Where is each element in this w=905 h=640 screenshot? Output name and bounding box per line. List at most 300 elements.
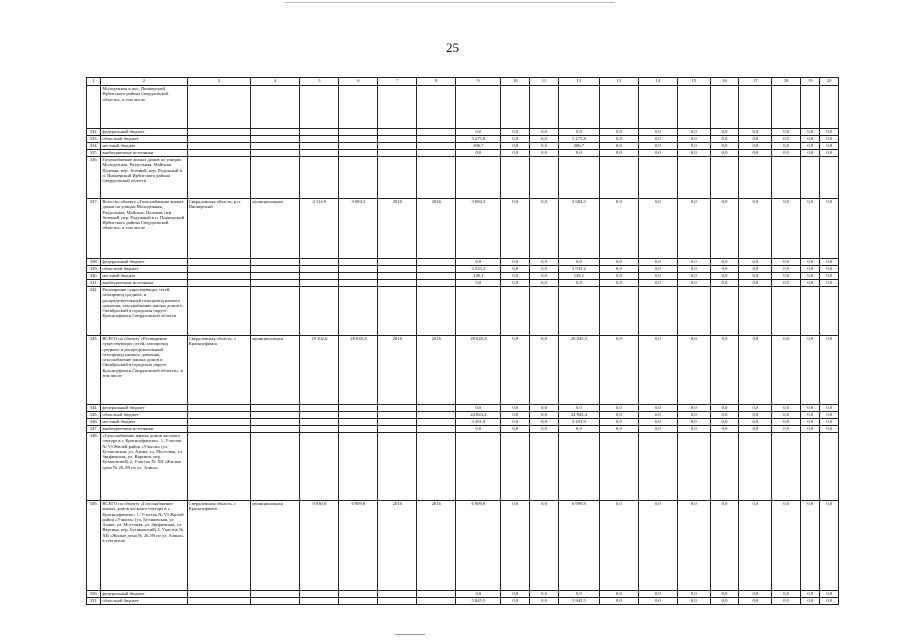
column-number-cell: 20: [820, 78, 839, 86]
value-cell: [558, 433, 599, 501]
value-cell: 0,0: [820, 501, 839, 591]
ownership-cell: [251, 433, 300, 501]
value-cell: [300, 412, 339, 419]
value-cell: 0,0: [800, 136, 819, 143]
value-cell: [820, 86, 839, 129]
value-cell: 0,0: [710, 259, 739, 266]
value-cell: [772, 86, 801, 129]
value-cell: [378, 273, 417, 280]
value-cell: 0,0: [501, 412, 530, 419]
row-number-cell: 333.: [87, 136, 101, 143]
location-cell: [187, 150, 251, 157]
value-cell: 0,0: [677, 405, 710, 412]
value-cell: 0,0: [530, 199, 559, 259]
item-name-cell: областной бюджет: [101, 598, 187, 605]
value-cell: 0,0: [501, 199, 530, 259]
row-number-cell: 344.: [87, 405, 101, 412]
value-cell: [339, 433, 378, 501]
table-row: [87, 598, 839, 605]
value-cell: 0,0: [710, 419, 739, 426]
value-cell: 0,0: [739, 412, 772, 419]
value-cell: 0,0: [820, 129, 839, 136]
value-cell: 0,0: [739, 405, 772, 412]
row-number-cell: 336.: [87, 157, 101, 199]
value-cell: 0,0: [820, 336, 839, 405]
value-cell: 0,0: [501, 598, 530, 605]
value-cell: 0,0: [710, 412, 739, 419]
value-cell: 0,0: [677, 336, 710, 405]
value-cell: 0,0: [558, 591, 599, 598]
value-cell: [339, 259, 378, 266]
value-cell: 0,0: [456, 129, 501, 136]
location-cell: [187, 405, 251, 412]
value-cell: [300, 433, 339, 501]
value-cell: 6 909,8: [456, 501, 501, 591]
value-cell: 0,0: [820, 280, 839, 287]
column-number-cell: 18: [772, 78, 801, 86]
value-cell: [300, 426, 339, 433]
ownership-cell: [251, 129, 300, 136]
value-cell: [456, 86, 501, 129]
value-cell: 0,0: [530, 412, 559, 419]
value-cell: [378, 157, 417, 199]
row-number-cell: 339.: [87, 266, 101, 273]
location-cell: [187, 273, 251, 280]
column-number-cell: 12: [558, 78, 599, 86]
value-cell: [417, 259, 456, 266]
value-cell: [339, 412, 378, 419]
value-cell: 0,0: [501, 273, 530, 280]
value-cell: 5 275,8: [558, 136, 599, 143]
value-cell: 0,0: [772, 266, 801, 273]
value-cell: 0,0: [501, 136, 530, 143]
value-cell: 0,0: [638, 199, 677, 259]
value-cell: [739, 287, 772, 336]
table-row: [87, 426, 839, 433]
location-cell: [187, 136, 251, 143]
value-cell: 0,0: [800, 143, 819, 150]
value-cell: 0,0: [710, 273, 739, 280]
value-cell: [530, 287, 559, 336]
value-cell: [300, 259, 339, 266]
value-cell: [417, 150, 456, 157]
value-cell: 0,0: [638, 591, 677, 598]
value-cell: 0,0: [710, 336, 739, 405]
value-cell: 206,7: [558, 143, 599, 150]
value-cell: 0,0: [638, 273, 677, 280]
item-name-cell: внебюджетные источники: [101, 150, 187, 157]
table-row: [87, 287, 839, 336]
value-cell: [417, 405, 456, 412]
value-cell: 0,0: [739, 426, 772, 433]
value-cell: 0,0: [820, 426, 839, 433]
column-number-cell: 11: [530, 78, 559, 86]
value-cell: 0,0: [739, 259, 772, 266]
value-cell: [339, 143, 378, 150]
value-cell: 0,0: [739, 273, 772, 280]
value-cell: 0,0: [530, 501, 559, 591]
value-cell: [530, 86, 559, 129]
value-cell: 0,0: [772, 405, 801, 412]
value-cell: 2016: [378, 336, 417, 405]
value-cell: 0,0: [638, 598, 677, 605]
value-cell: 0,0: [638, 129, 677, 136]
value-cell: 0,0: [739, 419, 772, 426]
value-cell: 0,0: [530, 143, 559, 150]
value-cell: 0,0: [638, 419, 677, 426]
value-cell: 0,0: [501, 143, 530, 150]
value-cell: 0,0: [739, 136, 772, 143]
table-row: [87, 86, 839, 129]
value-cell: [339, 287, 378, 336]
table-row: [87, 273, 839, 280]
value-cell: 0,0: [820, 273, 839, 280]
item-name-cell: федеральный бюджет: [101, 405, 187, 412]
value-cell: 0,0: [800, 412, 819, 419]
value-cell: [300, 150, 339, 157]
value-cell: 0,0: [501, 591, 530, 598]
value-cell: 0,0: [501, 419, 530, 426]
value-cell: 0,0: [739, 143, 772, 150]
table-row: [87, 259, 839, 266]
value-cell: 0,0: [501, 426, 530, 433]
value-cell: 0,0: [820, 591, 839, 598]
value-cell: 0,0: [710, 199, 739, 259]
value-cell: 0,0: [800, 405, 819, 412]
row-number-cell: 346.: [87, 419, 101, 426]
value-cell: 0,0: [772, 273, 801, 280]
value-cell: 0,0: [710, 591, 739, 598]
value-cell: 0,0: [772, 426, 801, 433]
ownership-cell: муниципальная: [251, 199, 300, 259]
column-number-cell: 13: [599, 78, 638, 86]
value-cell: 0,0: [638, 426, 677, 433]
value-cell: 0,0: [772, 136, 801, 143]
value-cell: 0,0: [800, 501, 819, 591]
value-cell: [530, 157, 559, 199]
value-cell: [417, 143, 456, 150]
value-cell: 0,0: [820, 136, 839, 143]
row-number-cell: 338.: [87, 259, 101, 266]
value-cell: [739, 433, 772, 501]
value-cell: 3 201,9: [456, 419, 501, 426]
value-cell: [300, 591, 339, 598]
value-cell: [378, 426, 417, 433]
value-cell: [339, 419, 378, 426]
value-cell: [456, 287, 501, 336]
value-cell: [456, 433, 501, 501]
location-cell: [187, 412, 251, 419]
item-name-cell: местный бюджет: [101, 143, 187, 150]
location-cell: [187, 426, 251, 433]
value-cell: [300, 287, 339, 336]
value-cell: 0,0: [800, 280, 819, 287]
value-cell: [378, 129, 417, 136]
value-cell: 0,0: [501, 280, 530, 287]
value-cell: 0,0: [530, 280, 559, 287]
value-cell: 0,0: [739, 336, 772, 405]
value-cell: [800, 157, 819, 199]
ownership-cell: [251, 405, 300, 412]
value-cell: 24 843,4: [456, 412, 501, 419]
item-name-cell: Расширение существующих сетей, газопровод среднего и распределительный газопровод низкого давления, газоснабжение жилых домов п. Октябрьский в городском округе Красноуфимск Свердловской области: [101, 287, 187, 336]
value-cell: 0,0: [677, 136, 710, 143]
table-row: [87, 501, 839, 591]
value-cell: [339, 405, 378, 412]
value-cell: [800, 287, 819, 336]
column-number-cell: 19: [800, 78, 819, 86]
value-cell: [800, 86, 819, 129]
value-cell: 0,0: [456, 150, 501, 157]
table-row: [87, 280, 839, 287]
value-cell: [339, 273, 378, 280]
value-cell: 0,0: [800, 266, 819, 273]
value-cell: 2016: [417, 199, 456, 259]
value-cell: 0,0: [530, 136, 559, 143]
row-number-cell: [87, 86, 101, 129]
value-cell: 0,0: [599, 143, 638, 150]
value-cell: 0,0: [599, 336, 638, 405]
location-cell: [187, 143, 251, 150]
value-cell: 0,0: [710, 501, 739, 591]
location-cell: [187, 598, 251, 605]
location-cell: [187, 433, 251, 501]
value-cell: 0,0: [772, 259, 801, 266]
value-cell: 0,0: [739, 501, 772, 591]
row-number-cell: 341.: [87, 280, 101, 287]
value-cell: 0,0: [558, 129, 599, 136]
row-number-cell: 332.: [87, 129, 101, 136]
value-cell: 0,0: [599, 426, 638, 433]
value-cell: 0,0: [638, 501, 677, 591]
value-cell: 0,0: [739, 129, 772, 136]
value-cell: 0,0: [820, 412, 839, 419]
value-cell: 0,0: [772, 129, 801, 136]
value-cell: [378, 405, 417, 412]
value-cell: 0,0: [677, 143, 710, 150]
value-cell: [677, 433, 710, 501]
value-cell: [710, 86, 739, 129]
value-cell: 28 045,3: [339, 336, 378, 405]
value-cell: 0,0: [800, 426, 819, 433]
value-cell: 0,0: [710, 266, 739, 273]
value-cell: [417, 433, 456, 501]
value-cell: 0,0: [456, 405, 501, 412]
item-name-cell: внебюджетные источники: [101, 280, 187, 287]
value-cell: 0,0: [501, 129, 530, 136]
value-cell: [417, 598, 456, 605]
value-cell: [677, 86, 710, 129]
location-cell: [187, 259, 251, 266]
item-name-cell: Всего по объекту «Газоснабжение жилых домов по улицам Молодежная, Раздольная, Майская, Полевая, пер. Зеленый, пер. Радужный в п. Пионерский Ирбитского района Свердловской области», в том числе: [101, 199, 187, 259]
value-cell: 0,0: [739, 591, 772, 598]
row-number-cell: 337.: [87, 199, 101, 259]
value-cell: [339, 426, 378, 433]
value-cell: 0,0: [530, 419, 559, 426]
ownership-cell: [251, 143, 300, 150]
row-number-cell: 351.: [87, 598, 101, 605]
value-cell: [378, 143, 417, 150]
value-cell: 0,0: [501, 150, 530, 157]
location-cell: [187, 129, 251, 136]
location-cell: Свердловская область, р.п. Пионерский: [187, 199, 251, 259]
value-cell: 0,0: [677, 419, 710, 426]
row-number-cell: 350.: [87, 591, 101, 598]
column-number-cell: 17: [739, 78, 772, 86]
value-cell: [417, 591, 456, 598]
ownership-cell: [251, 266, 300, 273]
value-cell: 149,1: [558, 273, 599, 280]
value-cell: [710, 287, 739, 336]
value-cell: 0,0: [800, 259, 819, 266]
value-cell: [300, 136, 339, 143]
value-cell: 0,0: [599, 150, 638, 157]
value-cell: [638, 433, 677, 501]
value-cell: 0,0: [772, 598, 801, 605]
value-cell: 0,0: [501, 266, 530, 273]
value-cell: 0,0: [772, 501, 801, 591]
value-cell: 0,0: [677, 280, 710, 287]
value-cell: [339, 86, 378, 129]
value-cell: 0,0: [530, 129, 559, 136]
value-cell: 0,0: [677, 426, 710, 433]
value-cell: [501, 86, 530, 129]
value-cell: 0,0: [710, 280, 739, 287]
location-cell: [187, 419, 251, 426]
column-number-cell: 1: [87, 78, 101, 86]
value-cell: 5 845,5: [456, 598, 501, 605]
value-cell: [378, 598, 417, 605]
value-cell: 5 275,8: [456, 136, 501, 143]
ownership-cell: [251, 157, 300, 199]
value-cell: 0,0: [599, 501, 638, 591]
value-cell: 28 045,3: [558, 336, 599, 405]
value-cell: 0,0: [677, 501, 710, 591]
value-cell: 0,0: [677, 199, 710, 259]
location-cell: [187, 280, 251, 287]
value-cell: [558, 157, 599, 199]
location-cell: Свердловская область, г. Красноуфимск: [187, 501, 251, 591]
table-row: [87, 199, 839, 259]
item-name-cell: «Газоснабжение жилых домов частного сектора в г. Красноуфимске». 1. Участок № VI Жилой район «Учколь» (ул. Бутаковская, ул. Азина, ул. Мостовая, ул. Звуфимская, ул. Варгина, пер. Бутаковский) 2. Участок № XII «Жилые дома № 26–89 по ул. Азина»: [101, 433, 187, 501]
value-cell: 0,0: [739, 199, 772, 259]
value-cell: [599, 287, 638, 336]
item-name-cell: Газоснабжение жилых домов по улицам Молодежная, Раздольная, Майская, Полевая, пер. Зеленый, пер. Радужный в п. Пионерский Ирбитского района Свердловской области: [101, 157, 187, 199]
value-cell: 0,0: [820, 199, 839, 259]
value-cell: [501, 287, 530, 336]
item-name-cell: ВСЕГО по объекту «Расширение существующих сетей, газопровод среднего и распределительный газопровод низкого давления, газоснабжение жилых домов п. Октябрьский в городском округе Красноуфимск Свердловской области», в том числе: [101, 336, 187, 405]
value-cell: 0,0: [800, 129, 819, 136]
value-cell: 0,0: [772, 591, 801, 598]
ownership-cell: [251, 412, 300, 419]
value-cell: 0,0: [501, 405, 530, 412]
row-number-cell: 349.: [87, 501, 101, 591]
value-cell: [300, 266, 339, 273]
value-cell: 0,0: [638, 280, 677, 287]
value-cell: [378, 150, 417, 157]
value-cell: 3 684,3: [339, 199, 378, 259]
value-cell: 0,0: [638, 150, 677, 157]
value-cell: [339, 129, 378, 136]
ownership-cell: [251, 280, 300, 287]
value-cell: [417, 287, 456, 336]
item-name-cell: Молодежная в пос. Пионерский Ирбитского района Свердловской области», в том числе: [101, 86, 187, 129]
table-row: [87, 591, 839, 598]
table-row: [87, 336, 839, 405]
value-cell: [739, 157, 772, 199]
location-cell: [187, 86, 251, 129]
value-cell: 0,0: [456, 280, 501, 287]
value-cell: 0,0: [530, 259, 559, 266]
value-cell: 0,0: [677, 273, 710, 280]
value-cell: 0,0: [772, 412, 801, 419]
value-cell: 0,0: [638, 412, 677, 419]
item-name-cell: местный бюджет: [101, 273, 187, 280]
value-cell: 0,0: [501, 336, 530, 405]
value-cell: 0,0: [501, 501, 530, 591]
column-number-cell: 8: [417, 78, 456, 86]
value-cell: [378, 419, 417, 426]
value-cell: [378, 86, 417, 129]
value-cell: 0,0: [456, 426, 501, 433]
row-number-cell: 342.: [87, 287, 101, 336]
value-cell: 0,0: [739, 598, 772, 605]
ownership-cell: [251, 591, 300, 598]
header-row: [87, 78, 839, 86]
value-cell: [599, 433, 638, 501]
value-cell: 0,0: [739, 266, 772, 273]
value-cell: 0,0: [772, 336, 801, 405]
ownership-cell: муниципальная: [251, 336, 300, 405]
location-cell: [187, 287, 251, 336]
value-cell: 0,0: [710, 426, 739, 433]
value-cell: [417, 426, 456, 433]
value-cell: 3 535,2: [558, 266, 599, 273]
value-cell: 0,0: [558, 426, 599, 433]
value-cell: 2016: [417, 336, 456, 405]
value-cell: 0,0: [599, 598, 638, 605]
value-cell: 0,0: [456, 259, 501, 266]
column-number-cell: 9: [456, 78, 501, 86]
row-number-cell: 343.: [87, 336, 101, 405]
column-number-cell: 6: [339, 78, 378, 86]
value-cell: [677, 157, 710, 199]
value-cell: [417, 273, 456, 280]
item-name-cell: ВСЕГО по объекту «Газоснабжение жилых домов частного сектора в г. Красноуфимске» 1. Участок № VI Жилой район «Учколь» (ул. Бутаковская, ул. Азина, ул. Мостовая, ул. Звуфимская, ул. Варгина, пер. Бутаковский) 2. Участок № XII «Жилые дома № 26–89 по ул. Азина», в том числе: [101, 501, 187, 591]
value-cell: 0,0: [456, 591, 501, 598]
value-cell: 0,0: [820, 405, 839, 412]
ownership-cell: [251, 426, 300, 433]
value-cell: 0,0: [677, 412, 710, 419]
value-cell: [820, 157, 839, 199]
value-cell: 0,0: [599, 591, 638, 598]
value-cell: 0,0: [558, 150, 599, 157]
item-name-cell: федеральный бюджет: [101, 591, 187, 598]
value-cell: [378, 287, 417, 336]
column-number-cell: 3: [187, 78, 251, 86]
value-cell: 0,0: [638, 143, 677, 150]
value-cell: 0,0: [638, 336, 677, 405]
value-cell: 0,0: [772, 419, 801, 426]
value-cell: 0,0: [558, 280, 599, 287]
value-cell: [300, 157, 339, 199]
value-cell: [339, 280, 378, 287]
value-cell: [772, 433, 801, 501]
value-cell: 0,0: [638, 405, 677, 412]
value-cell: [417, 280, 456, 287]
value-cell: 0,0: [800, 419, 819, 426]
value-cell: 0,0: [530, 273, 559, 280]
